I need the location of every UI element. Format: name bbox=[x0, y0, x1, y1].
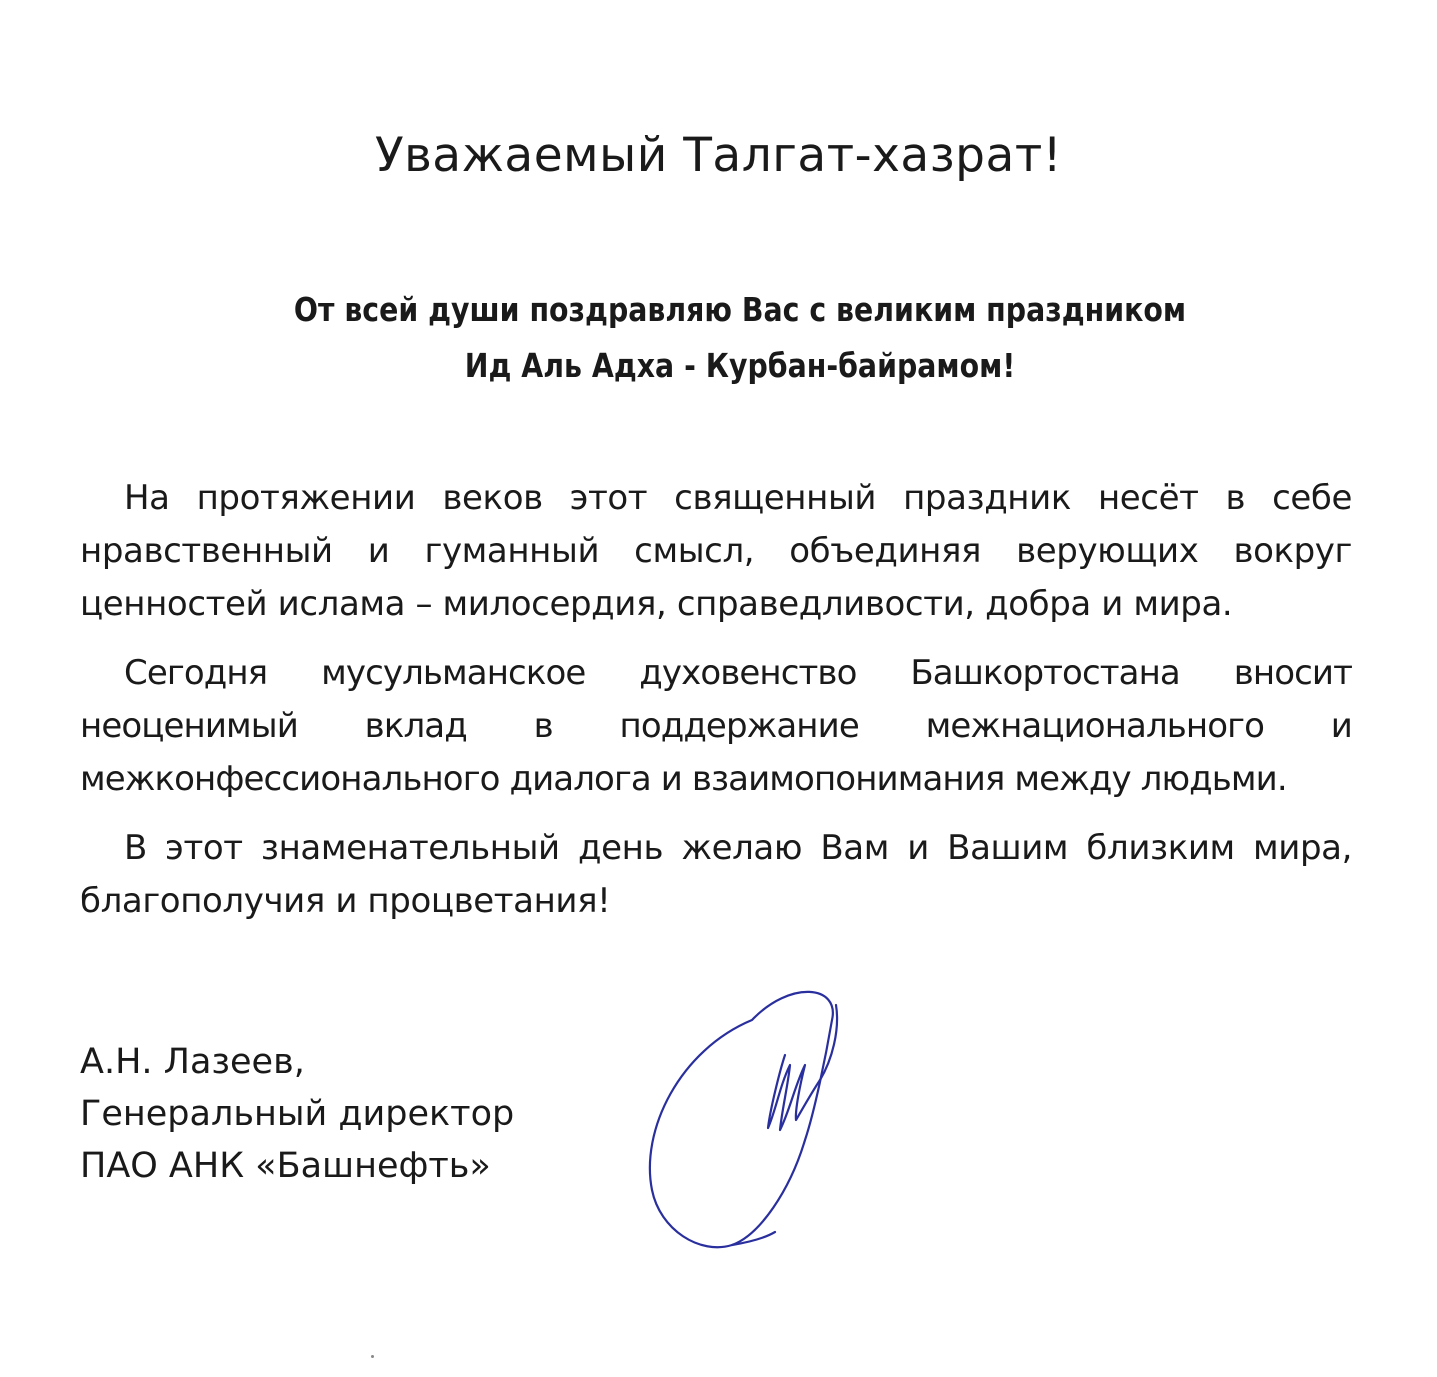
signer-title: Генеральный директор bbox=[80, 1094, 515, 1134]
signer-organization: ПАО АНК «Башнефть» bbox=[80, 1146, 491, 1186]
body-paragraph-1: На протяжении веков этот священный праздник несёт в себе нравственный и гуманный смысл, объединяя верующих вокруг ценностей ислама – милосердия, справедливости, добра и мира. bbox=[80, 478, 1352, 624]
holiday-greeting bbox=[104, 282, 1377, 394]
letter-body bbox=[80, 472, 1352, 944]
greeting-line-2: Ид Аль Адха - Курбан-байрамом! bbox=[464, 346, 1016, 385]
body-paragraph-3: В этот знаменательный день желаю Вам и Вашим близким мира, благополучия и процветания! bbox=[80, 828, 1352, 921]
salutation-heading: Уважаемый Талгат-хазрат! bbox=[374, 128, 1063, 183]
body-paragraph-2: Сегодня мусульманское духовенство Башкортостана вносит неоценимый вклад в поддержание межнационального и межконфессионального диалога и взаимопонимания между людьми. bbox=[80, 653, 1352, 799]
greeting-line-1: От всей души поздравляю Вас с великим праздником bbox=[293, 290, 1187, 329]
handwritten-signature bbox=[640, 960, 860, 1260]
signer-block bbox=[80, 1036, 514, 1192]
signer-name: А.Н. Лазеев, bbox=[80, 1042, 305, 1082]
scan-speck bbox=[371, 1355, 374, 1358]
